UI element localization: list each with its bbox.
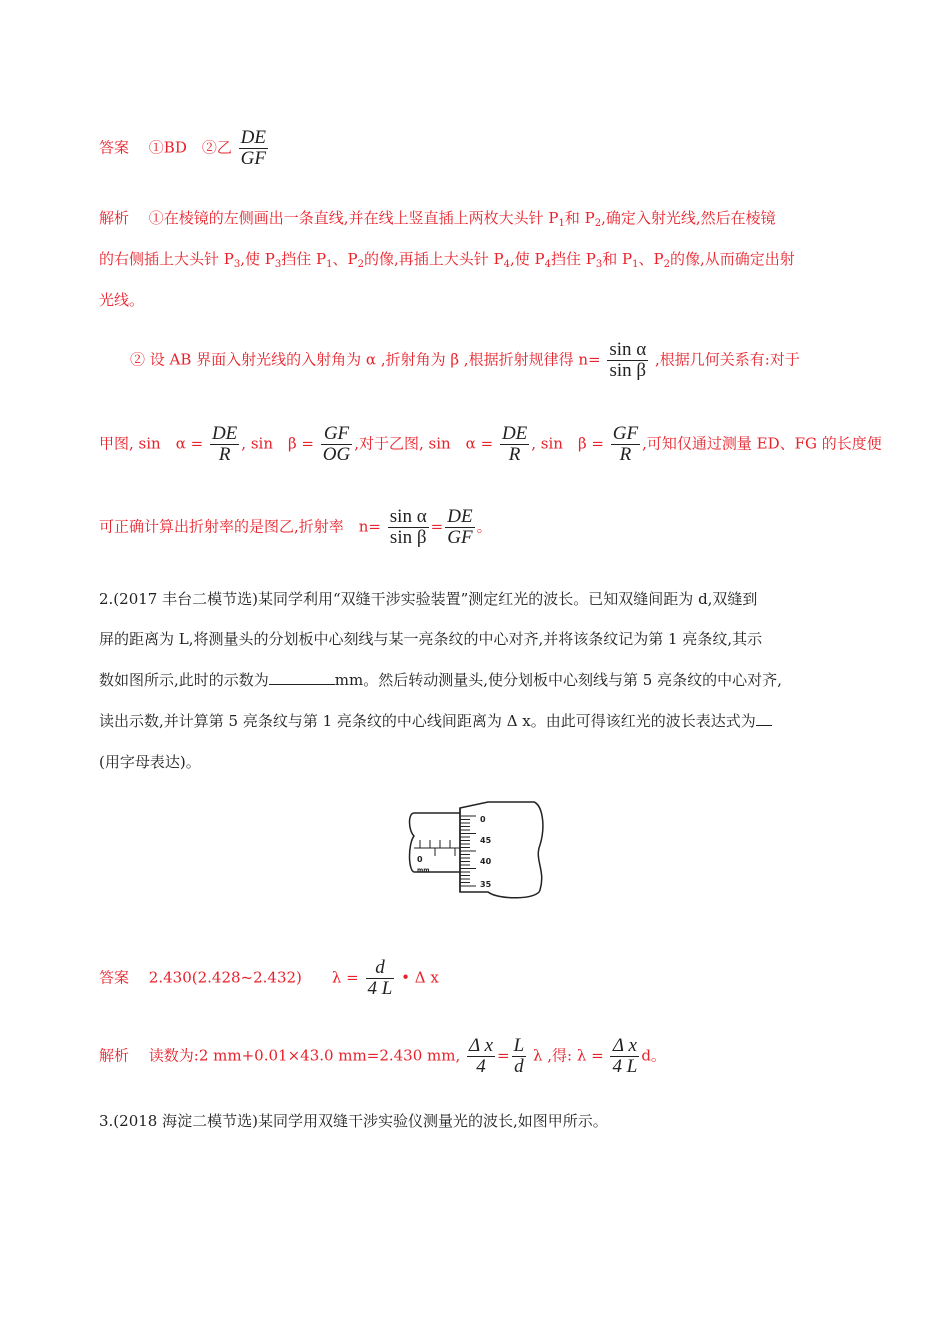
micrometer-figure	[408, 800, 548, 902]
fraction-gf-og: $\frac{GF}{OG}$	[322, 423, 351, 465]
q1-answer-line	[99, 128, 270, 169]
q2-analysis-line: 解析 读数为:2 mm+0.01×43.0 mm=2.430 mm, $\frac{\text{Δ x}}{4}$ = $\frac{L}{d}$ λ ,得: λ = $\frac{\text{Δ x}}{4 L}$ d。	[99, 1035, 666, 1077]
sin-ratio-fraction: $\frac{\text{sin α}}{\text{sin β}}$	[609, 339, 647, 381]
q3-line-1: 3.(2018 海淀二模节选)某同学用双缝干涉实验仪测量光的波长,如图甲所示。	[99, 1112, 608, 1130]
q2-answer-line: 答案 2.430(2.428~2.432) λ = $\frac{d}{4 L}$ • Δ x	[99, 957, 439, 999]
answer-text: ①BD ②乙	[148, 138, 232, 157]
answer-fraction: $\frac{DE}{GF}$	[240, 127, 266, 169]
analysis-label: 解析	[99, 209, 130, 227]
q2-line-3: 数如图所示,此时的示数为 mm。然后转动测量头,使分划板中心刻线与第 5 亮条纹的中心对齐,	[99, 671, 782, 689]
fraction-dx-4l: $\frac{\text{Δ x}}{4 L}$	[612, 1035, 638, 1077]
analysis-line-6: 可正确计算出折射率的是图乙,折射率 n= $\frac{\text{sin α}}{\text{sin β}}$ = $\frac{DE}{GF}$ 。	[99, 506, 492, 548]
unit-label: mm	[417, 867, 430, 874]
fraction-gf-r: $\frac{GF}{R}$	[612, 423, 639, 465]
answer-label: 答案	[99, 968, 130, 987]
analysis-line-5: 甲图, sin α = $\frac{DE}{R}$ , sin β = $\frac{GF}{OG}$ ,对于乙图, sin α = $\frac{DE}{R}$ , sin β = $\frac{GF}{R}$ ,可知仅通过测量 ED、FG 的长度便	[99, 423, 882, 465]
analysis-label: 解析	[99, 1046, 130, 1065]
fraction-de-r-2: $\frac{DE}{R}$	[501, 423, 528, 465]
sleeve-zero-label: 0	[417, 855, 423, 864]
q2-line-2: 屏的距离为 L,将测量头的分划板中心刻线与某一亮条纹的中心对齐,并将该条纹记为第 1 亮条纹,其示	[99, 630, 763, 648]
fraction-sin-ratio-2: $\frac{\text{sin α}}{\text{sin β}}$	[389, 506, 427, 548]
answer-blank-2	[756, 711, 772, 726]
thimble-label-40: 40	[480, 857, 492, 866]
q2-line-1: 2.(2017 丰台二模节选)某同学利用“双缝干涉实验装置”测定红光的波长。已知双缝间距为 d,双缝到	[99, 590, 758, 608]
analysis-line-3: 光线。	[99, 291, 145, 309]
answer-blank	[269, 670, 335, 685]
thimble-label-0: 0	[480, 815, 486, 824]
fraction-de-gf: $\frac{DE}{GF}$	[447, 506, 473, 548]
q2-line-4: 读出示数,并计算第 5 亮条纹与第 1 亮条纹的中心线间距离为 Δ x。由此可得该红光的波长表达式为	[99, 710, 772, 731]
analysis-line-2: 的右侧插上大头针 $P_3$,使 $P_3$挡住 $P_1$、$P_2$的像,再插上大头针 $P_4$,使 $P_4$挡住 $P_3$和 $P_1$、$P_2$的像,从而确定出射	[99, 250, 795, 270]
q2-line-5: (用字母表达)。	[99, 753, 201, 771]
analysis-line-4: ② 设 AB 界面入射光线的入射角为 α ,折射角为 β ,根据折射规律得 n= $\frac{\text{sin α}}{\text{sin β}}$ ,根据几何关系有:对于	[130, 339, 800, 381]
thimble-label-35: 35	[480, 880, 492, 889]
fraction-l-d: $\frac{L}{d}$	[513, 1035, 525, 1077]
fraction-dx-4: $\frac{\text{Δ x}}{4}$	[469, 1035, 494, 1077]
fraction-d-4l: $\frac{d}{4 L}$	[367, 957, 393, 999]
fraction-de-r: $\frac{DE}{R}$	[211, 423, 238, 465]
analysis-line-1: 解析 ①在棱镜的左侧画出一条直线,并在线上竖直插上两枚大头针 $P_1$和 $P_2$,确定入射光线,然后在棱镜	[99, 209, 776, 229]
thimble-label-45: 45	[480, 836, 492, 845]
answer-label: 答案	[99, 138, 130, 157]
